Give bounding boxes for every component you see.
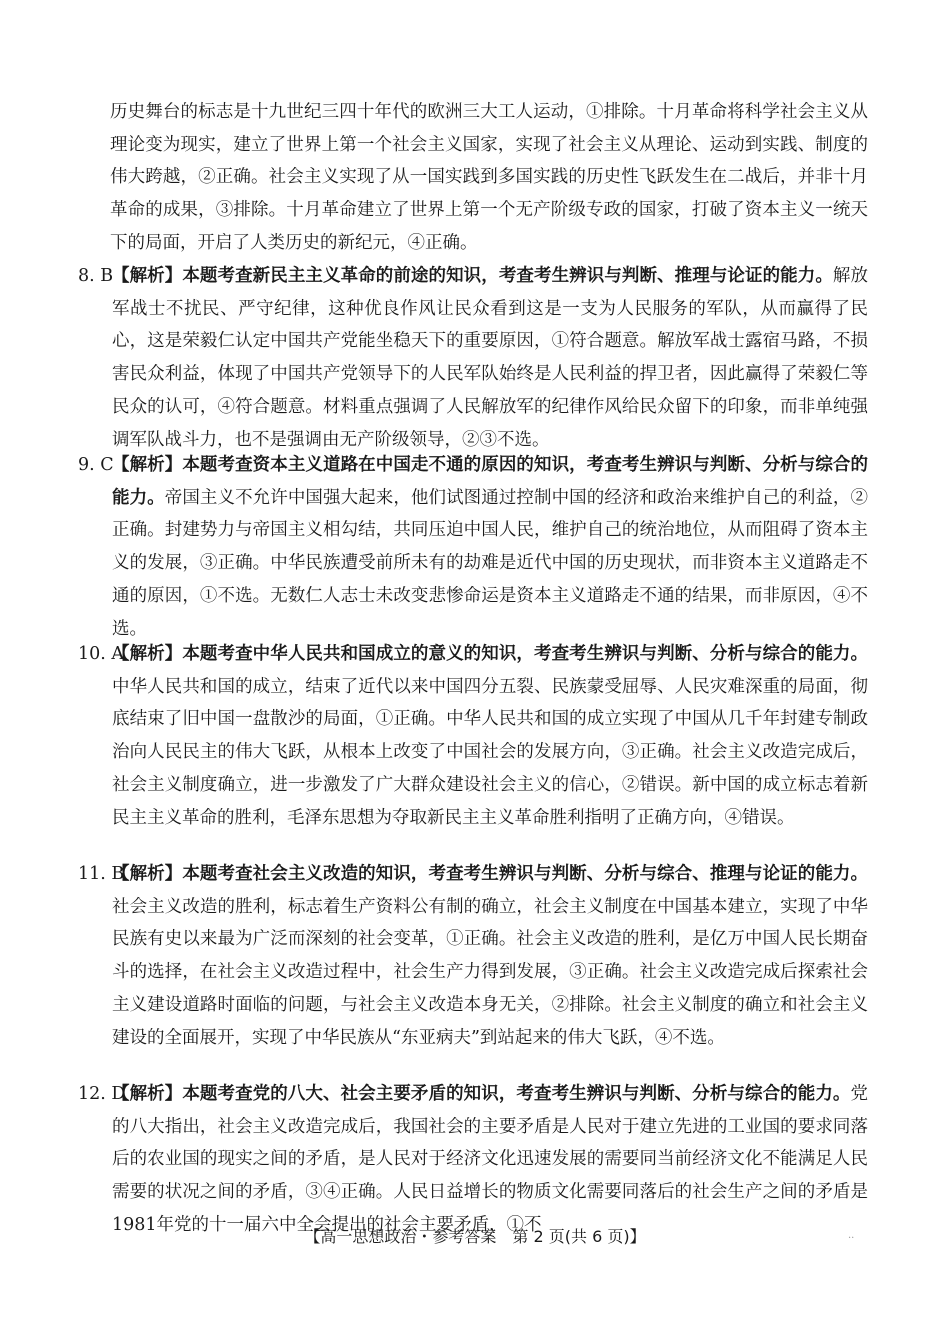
analysis-text: 中华人民共和国的成立，结束了近代以来中国四分五裂、民族蒙受屈辱、人民灾难深重的局面，彻底结束了旧中国一盘散沙的局面，①正确。中华人民共和国的成立实现了中国从几千年封建专制政治向人民民主的伟大飞跃，从根本上改变了中国社会的发展方向，③正确。社会主义改造完成后，社会主义制度确立，进一步激发了广大群众建设社会主义的信心，②错误。新中国的成立标志着新民主主义革命的胜利，毛泽东思想为夺取新民主主义革命胜利指明了正确方向，④错误。 <box>112 676 868 828</box>
answer-number: 9. C <box>78 455 114 475</box>
analysis-heading: 【解析】本题考查中华人民共和国成立的意义的知识，考查考生辨识与判断、分析与综合的能力。 <box>112 644 868 664</box>
answer-body <box>112 858 868 1054</box>
analysis-heading: 【解析】本题考查党的八大、社会主要矛盾的知识，考查考生辨识与判断、分析与综合的能力。 <box>112 1084 851 1104</box>
answer-item-10 <box>78 638 868 834</box>
analysis-heading: 【解析】本题考查社会主义改造的知识，考查考生辨识与判断、分析与综合、推理与论证的能力。 <box>112 864 868 884</box>
scan-mark: .. <box>848 1230 855 1241</box>
answer-body <box>112 260 868 456</box>
answer-number: 11. B <box>78 864 125 884</box>
answer-item-12 <box>78 1078 868 1242</box>
answer-item-11 <box>78 858 868 1054</box>
analysis-text: 党的八大指出，社会主义改造完成后，我国社会的主要矛盾是人民对于建立先进的工业国的要求同落后的农业国的现实之间的矛盾，是人民对于经济文化迅速发展的需要同当前经济文化不能满足人民需要的状况之间的矛盾，③④正确。人民日益增长的物质文化需要同落后的社会生产之间的矛盾是1981年党的十一届六中全会提出的社会主要矛盾，①不 <box>112 1084 868 1235</box>
lead-paragraph: 历史舞台的标志是十九世纪三四十年代的欧洲三大工人运动，①排除。十月革命将科学社会主义从理论变为现实，建立了世界上第一个社会主义国家，实现了社会主义从理论、运动到实践、制度的伟大跨越，②正确。社会主义实现了从一国实践到多国实践的历史性飞跃发生在二战后，并非十月革命的成果，③排除。十月革命建立了世界上第一个无产阶级专政的国家，打破了资本主义一统天下的局面，开启了人类历史的新纪元，④正确。 <box>110 102 868 253</box>
answer-item-9 <box>78 449 868 645</box>
analysis-heading: 【解析】本题考查资本主义道路在中国走不通的原因的知识，考查考生辨识与判断、分析与综合的能力。 <box>112 455 868 508</box>
analysis-heading: 【解析】本题考查新民主主义革命的前途的知识，考查考生辨识与判断、推理与论证的能力。 <box>112 266 833 286</box>
answer-body <box>112 449 868 645</box>
analysis-text: 帝国主义不允许中国强大起来，他们试图通过控制中国的经济和政治来维护自己的利益，②正确。封建势力与帝国主义相勾结，共同压迫中国人民，维护自己的统治地位，从而阻碍了资本主义的发展，③正确。中华民族遭受前所未有的劫难是近代中国的历史现状，而非资本主义道路走不通的原因，①不选。无数仁人志士未改变悲惨命运是资本主义道路走不通的结果，而非原因，④不选。 <box>112 487 868 639</box>
analysis-text: 解放军战士不扰民、严守纪律，这种优良作风让民众看到这是一支为人民服务的军队，从而赢得了民心，这是荣毅仁认定中国共产党能坐稳天下的重要原因，①符合题意。解放军战士露宿马路，不损害民众利益，体现了中国共产党领导下的人民军队始终是人民利益的捍卫者，因此赢得了荣毅仁等民众的认可，④符合题意。材料重点强调了人民解放军的纪律作风给民众留下的印象，而非单纯强调军队战斗力，也不是强调由无产阶级领导，②③不选。 <box>112 266 869 450</box>
answer-item-8 <box>78 260 868 456</box>
answer-body <box>112 1078 868 1242</box>
answer-body <box>112 638 868 834</box>
answer-number: 8. B <box>78 266 114 286</box>
answer-number: 10. A <box>78 644 125 664</box>
analysis-text: 社会主义改造的胜利，标志着生产资料公有制的确立，社会主义制度在中国基本建立，实现了中华民族有史以来最为广泛而深刻的社会变革，①正确。社会主义改造的胜利，是亿万中国人民长期奋斗的选择，在社会主义改造过程中，社会生产力得到发展，③正确。社会主义改造完成后探索社会主义建设道路时面临的问题，与社会主义改造本身无关，②排除。社会主义制度的确立和社会主义建设的全面展开，实现了中华民族从“东亚病夫”到站起来的伟大飞跃，④不选。 <box>112 896 868 1048</box>
answer-number: 12. D <box>78 1084 126 1104</box>
page-footer: 【高一思想政治・参考答案 第 2 页(共 6 页)】 <box>304 1227 646 1246</box>
